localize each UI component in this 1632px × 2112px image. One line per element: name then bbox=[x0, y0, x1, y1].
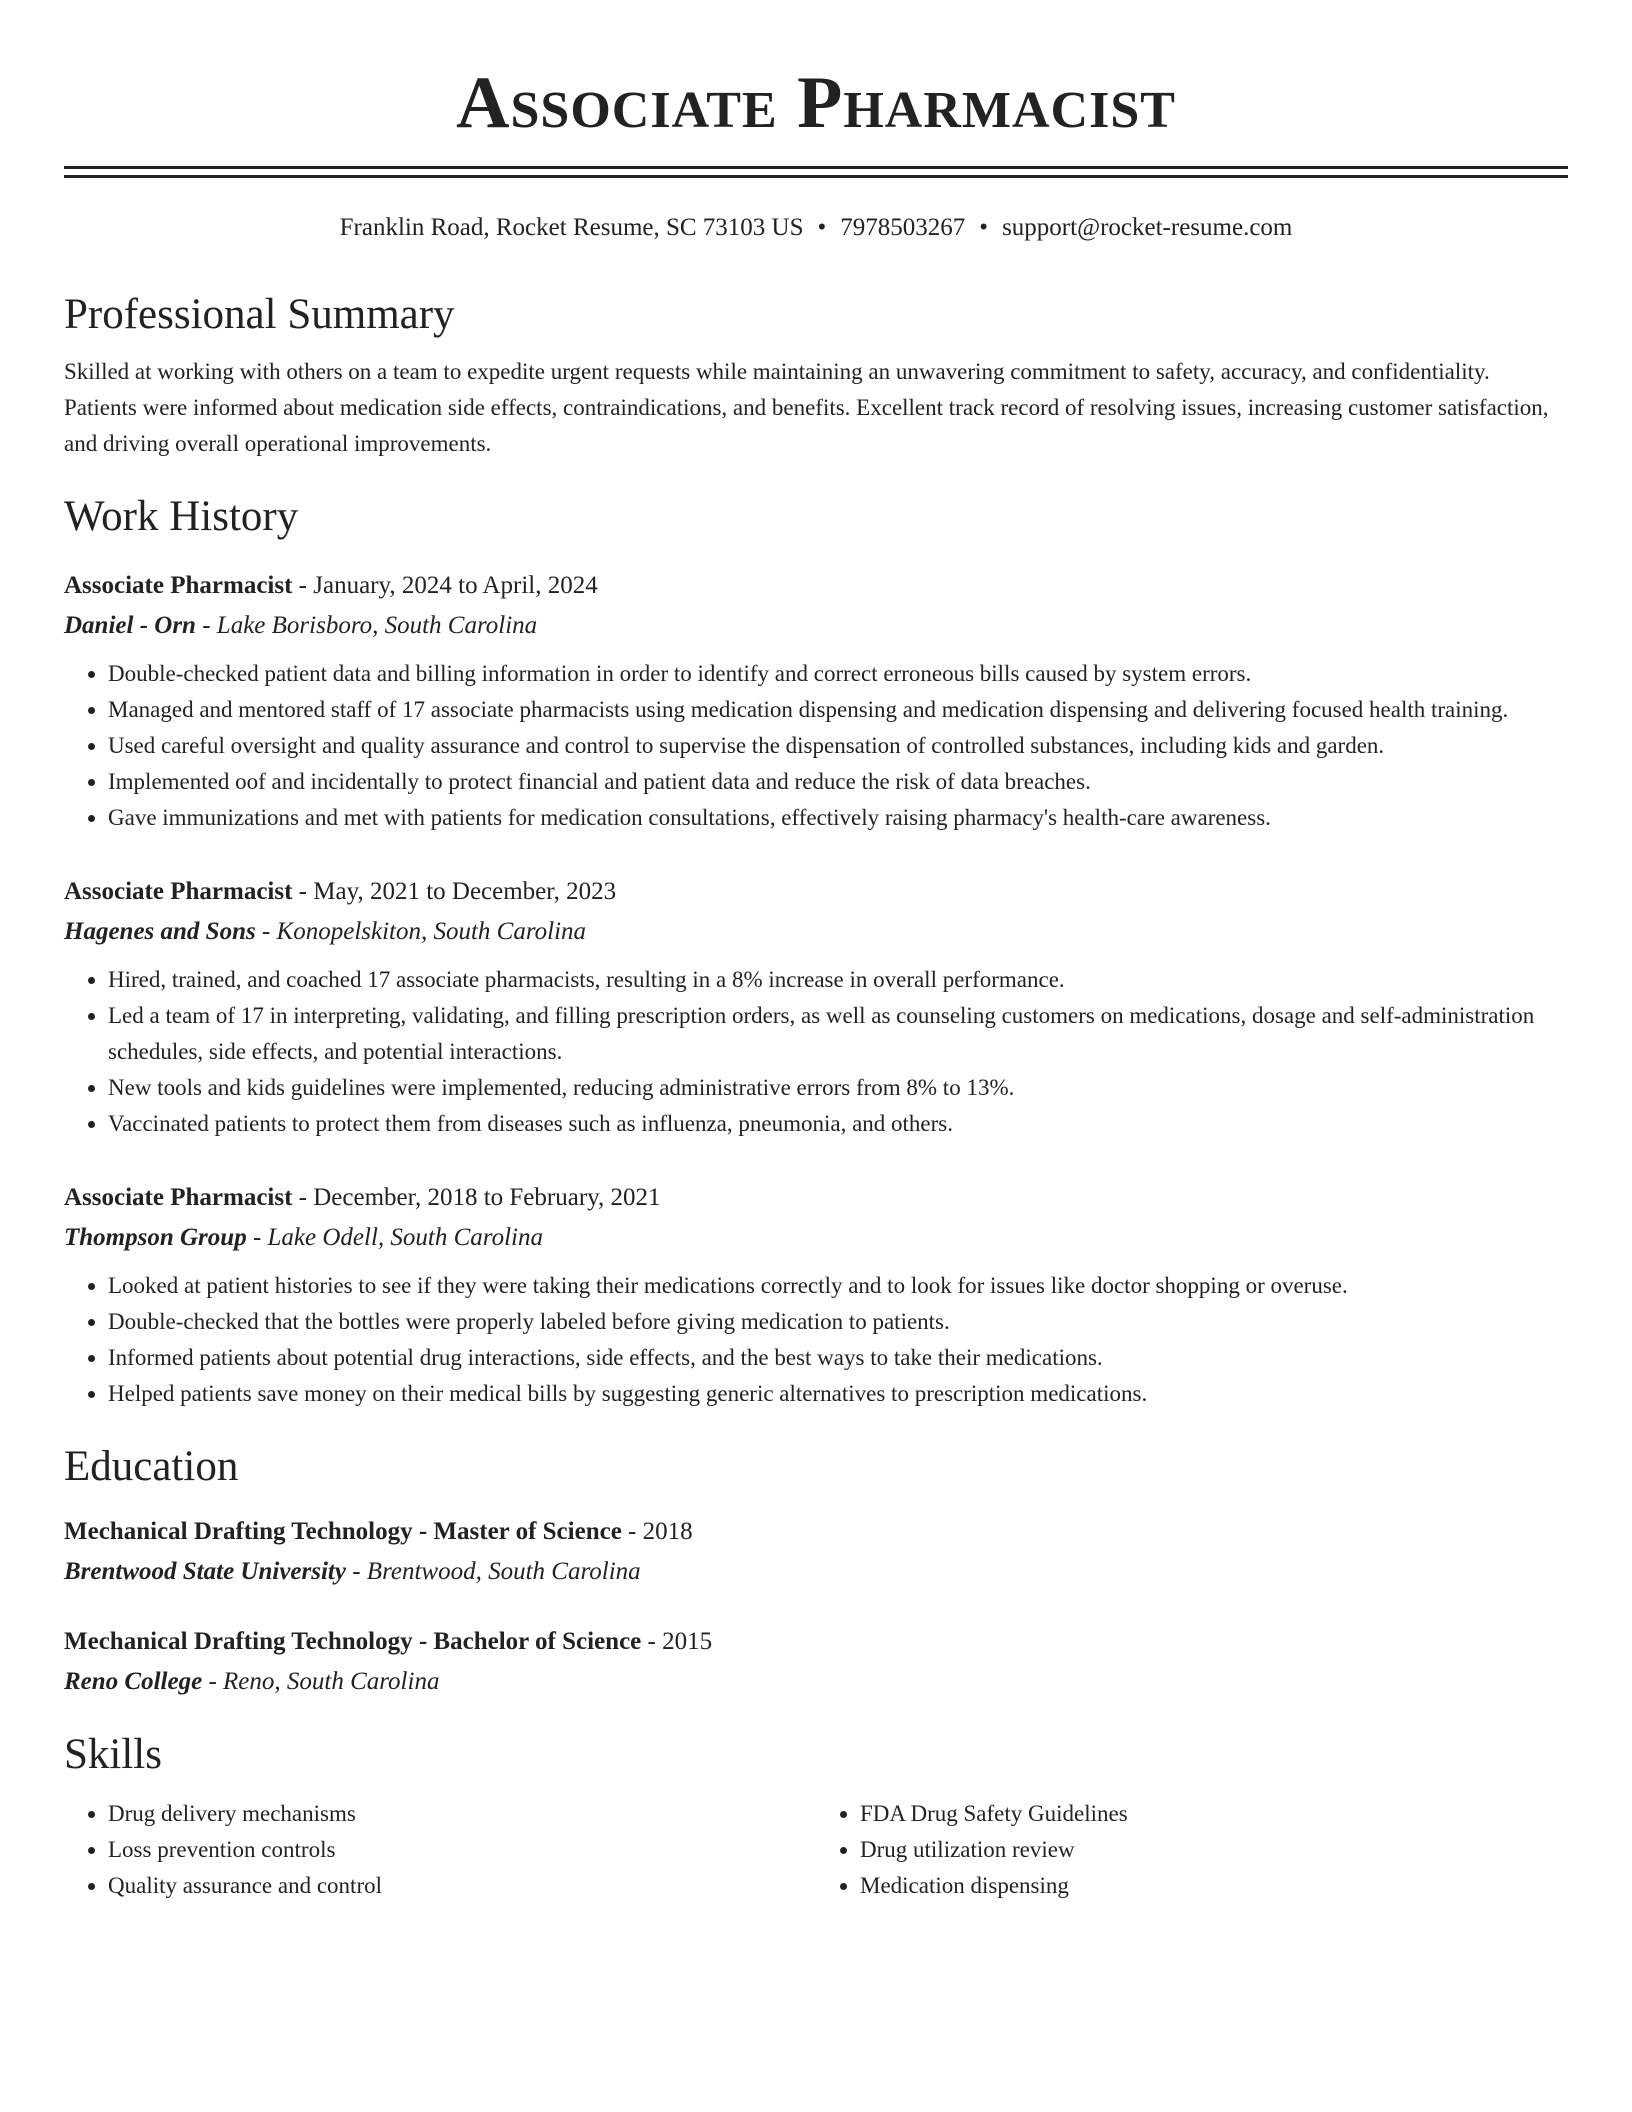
job-title-line bbox=[64, 872, 1568, 912]
contact-address: Franklin Road, Rocket Resume, SC 73103 US bbox=[339, 214, 804, 241]
school-location: - Reno, South Carolina bbox=[202, 1668, 440, 1695]
job-location: - Lake Borisboro, South Carolina bbox=[195, 612, 538, 639]
list-item: • Hired, trained, and coached 17 associate pharmacists, resulting in a 8% increase in overall performance. bbox=[108, 962, 1568, 998]
job-location: - Lake Odell, South Carolina bbox=[246, 1224, 543, 1251]
school-location: - Brentwood, South Carolina bbox=[345, 1558, 641, 1585]
contact-line bbox=[64, 212, 1568, 244]
summary-text: Skilled at working with others on a team to expedite urgent requests while maintaining an unwavering commitment to safety, accuracy, and confidentiality. Patients were informed about medication side effects, contraindications, and benefits. Excellent track record of resolving issues, increasing customer satisfaction, and driving overall operational improvements. bbox=[64, 359, 1549, 456]
job-bullets bbox=[64, 1268, 1568, 1412]
education-heading: Education bbox=[64, 1443, 239, 1490]
contact-separator: • bbox=[817, 214, 827, 241]
skill-item: • Quality assurance and control bbox=[108, 1868, 816, 1904]
education-entry bbox=[64, 1512, 1568, 1592]
skills-heading: Skills bbox=[64, 1731, 162, 1778]
list-item: • Gave immunizations and met with patients for medication consultations, effectively raising pharmacy's health-care awareness. bbox=[108, 800, 1568, 836]
job-bullets bbox=[64, 962, 1568, 1142]
degree-year: - 2018 bbox=[621, 1518, 693, 1545]
list-item: • Informed patients about potential drug interactions, side effects, and the best ways to take their medications. bbox=[108, 1340, 1568, 1376]
degree-name: Mechanical Drafting Technology - Bachelor of Science bbox=[64, 1628, 642, 1655]
job-spacer bbox=[64, 836, 1568, 850]
job-dates: - January, 2024 to April, 2024 bbox=[292, 572, 598, 599]
list-item: • Managed and mentored staff of 17 associate pharmacists using medication dispensing and medication dispensing and delivering focused health training. bbox=[108, 692, 1568, 728]
contact-phone: 7978503267 bbox=[840, 214, 966, 241]
job-bullets bbox=[64, 656, 1568, 836]
title-divider-top bbox=[64, 166, 1568, 169]
list-item: • Led a team of 17 in interpreting, validating, and filling prescription orders, as well as counseling customers on medications, dosage and self-administration schedules, side effects, and potential interactions. bbox=[108, 998, 1568, 1070]
skills-left-column bbox=[64, 1796, 816, 1904]
list-item: • Implemented oof and incidentally to protect financial and patient data and reduce the risk of data breaches. bbox=[108, 764, 1568, 800]
school-name: Brentwood State University bbox=[64, 1558, 346, 1585]
list-item: • Looked at patient histories to see if they were taking their medications correctly and to look for issues like doctor shopping or overuse. bbox=[108, 1268, 1568, 1304]
job-company: Thompson Group bbox=[64, 1224, 247, 1251]
title-divider-bottom bbox=[64, 175, 1568, 178]
list-item: • New tools and kids guidelines were implemented, reducing administrative errors from 8% to 13%. bbox=[108, 1070, 1568, 1106]
contact-email: support@rocket-resume.com bbox=[1002, 214, 1293, 241]
degree-name: Mechanical Drafting Technology - Master of Science bbox=[64, 1518, 622, 1545]
education-entry bbox=[64, 1622, 1568, 1702]
skills-columns bbox=[64, 1796, 1568, 1904]
list-item: • Used careful oversight and quality assurance and control to supervise the dispensation of controlled substances, including kids and garden. bbox=[108, 728, 1568, 764]
job-spacer bbox=[64, 1142, 1568, 1156]
list-item: • Vaccinated patients to protect them from diseases such as influenza, pneumonia, and others. bbox=[108, 1106, 1568, 1142]
skill-item: • Drug utilization review bbox=[860, 1832, 1568, 1868]
summary-heading: Professional Summary bbox=[64, 291, 455, 338]
job-title-line bbox=[64, 566, 1568, 606]
resume-title: Associate Pharmacist bbox=[456, 62, 1176, 144]
skills-right-column bbox=[816, 1796, 1568, 1904]
list-item: • Helped patients save money on their medical bills by suggesting generic alternatives to prescription medications. bbox=[108, 1376, 1568, 1412]
job-title: Associate Pharmacist bbox=[64, 572, 293, 599]
job-title: Associate Pharmacist bbox=[64, 878, 293, 905]
job-company-line bbox=[64, 606, 1568, 646]
degree-year: - 2015 bbox=[641, 1628, 713, 1655]
school-line bbox=[64, 1662, 1568, 1702]
job-company-line bbox=[64, 1218, 1568, 1258]
school-name: Reno College bbox=[64, 1668, 203, 1695]
job-location: - Konopelskiton, South Carolina bbox=[255, 918, 587, 945]
skill-item: • FDA Drug Safety Guidelines bbox=[860, 1796, 1568, 1832]
job-company-line bbox=[64, 912, 1568, 952]
skill-item: • Medication dispensing bbox=[860, 1868, 1568, 1904]
job-entry bbox=[64, 566, 1568, 836]
degree-line bbox=[64, 1512, 1568, 1552]
degree-line bbox=[64, 1622, 1568, 1662]
skill-item: • Drug delivery mechanisms bbox=[108, 1796, 816, 1832]
skill-item: • Loss prevention controls bbox=[108, 1832, 816, 1868]
list-item: • Double-checked patient data and billing information in order to identify and correct erroneous bills caused by system errors. bbox=[108, 656, 1568, 692]
school-line bbox=[64, 1552, 1568, 1592]
contact-separator: • bbox=[979, 214, 989, 241]
job-dates: - December, 2018 to February, 2021 bbox=[292, 1184, 661, 1211]
work-history-heading: Work History bbox=[64, 493, 299, 540]
list-item: • Double-checked that the bottles were properly labeled before giving medication to patients. bbox=[108, 1304, 1568, 1340]
job-title-line bbox=[64, 1178, 1568, 1218]
job-dates: - May, 2021 to December, 2023 bbox=[292, 878, 617, 905]
job-entry bbox=[64, 1178, 1568, 1412]
job-company: Hagenes and Sons bbox=[64, 918, 256, 945]
job-title: Associate Pharmacist bbox=[64, 1184, 293, 1211]
job-entry bbox=[64, 872, 1568, 1142]
job-company: Daniel - Orn bbox=[64, 612, 196, 639]
